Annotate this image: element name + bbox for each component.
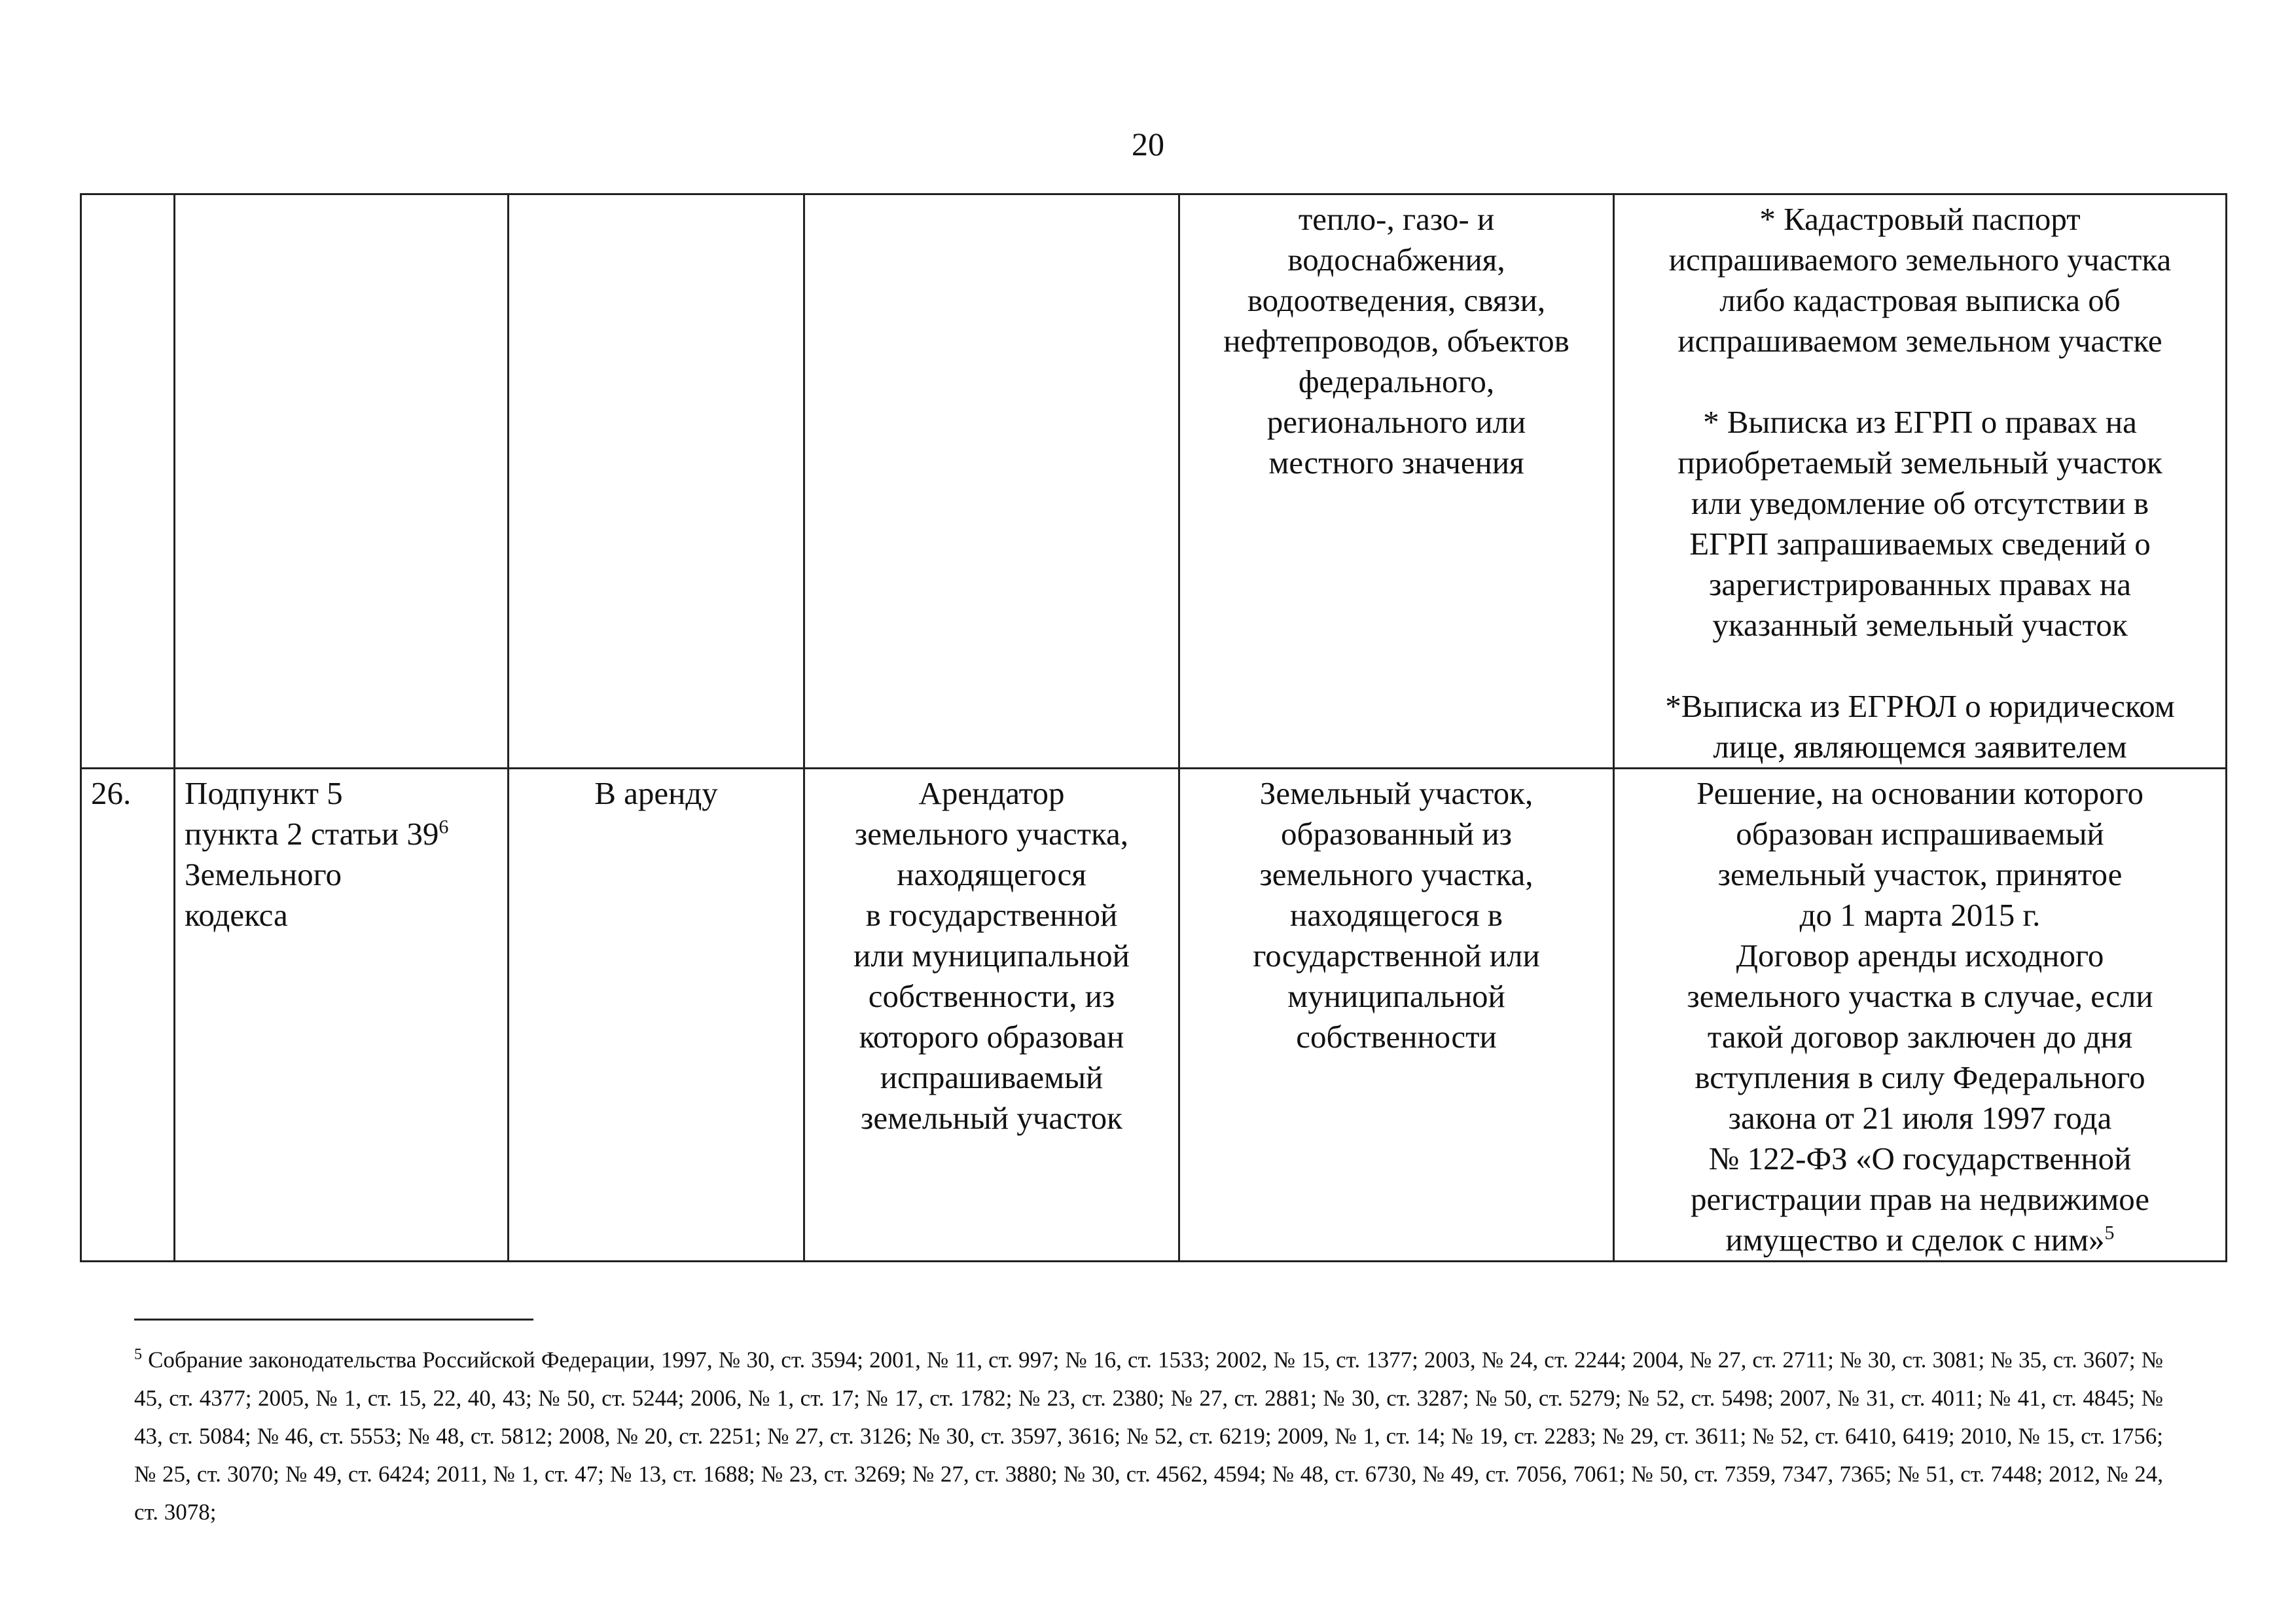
text-line: земельного участка в случае, если	[1687, 978, 2153, 1014]
text-line: тепло-, газо- и	[1298, 201, 1495, 237]
text-line: испрашиваемом земельном участке	[1677, 323, 2162, 359]
text-line: водоотведения, связи,	[1247, 282, 1546, 318]
cell-legal-basis	[175, 194, 509, 769]
text-line: находящегося в	[1290, 897, 1503, 933]
land-plots-table	[80, 193, 2227, 1262]
text-line: ЕГРП запрашиваемых сведений о	[1689, 526, 2151, 562]
table-row-26	[81, 769, 2227, 1262]
cell-object	[1179, 194, 1614, 769]
table-row-continued	[81, 194, 2227, 769]
text-line: лице, являющемся заявителем	[1713, 729, 2127, 765]
cell-documents	[1614, 194, 2227, 769]
text-line: * Кадастровый паспорт	[1759, 201, 2081, 237]
cell-form: В аренду	[509, 769, 804, 1262]
text-fragment: имущество и сделок с ним»	[1725, 1222, 2105, 1258]
text-line: регионального или	[1266, 404, 1526, 440]
text-line: испрашиваемого земельного участка	[1668, 242, 2172, 278]
text-line: регистрации прав на недвижимое	[1690, 1181, 2150, 1217]
text-line: или муниципальной	[853, 938, 1130, 974]
text-line: * Выписка из ЕГРП о правах на	[1703, 404, 2137, 440]
text-line: № 122-ФЗ «О государственной	[1708, 1140, 2132, 1176]
text-line: муниципальной	[1287, 978, 1505, 1014]
text-line: до 1 марта 2015 г.	[1799, 897, 2041, 933]
text-fragment: пункта 2 статьи 39	[185, 816, 439, 852]
text-line: кодекса	[185, 897, 288, 933]
text-line: вступления в силу Федерального	[1695, 1059, 2145, 1095]
page-number: 20	[1132, 126, 1164, 162]
footnote-separator	[134, 1319, 533, 1321]
text-line: государственной или	[1253, 938, 1540, 974]
text-line: или уведомление об отсутствии в	[1691, 485, 2149, 521]
text-line: Арендатор	[918, 775, 1065, 811]
footnote-marker: 5	[134, 1346, 142, 1363]
text-line: Решение, на основании которого	[1696, 775, 2144, 811]
paragraph-gap	[1624, 646, 2216, 686]
text-line: земельного участка,	[854, 816, 1129, 852]
text-line: земельный участок	[861, 1100, 1122, 1136]
paragraph-gap	[1624, 361, 2216, 402]
footnote	[134, 1336, 2163, 1531]
text-line: водоснабжения,	[1287, 242, 1505, 278]
text-line: Земельный участок,	[1259, 775, 1534, 811]
footnote-text: Собрание законодательства Российской Федерации, 1997, № 30, ст. 3594; 2001, № 11, ст. 997; № 16, ст. 1533; 2002, № 15, ст. 1377; 2003, № 24, ст. 2244; 2004, № 27, ст. 2711; № 30, ст. 3081; № 35, ст. 3607; № 45, ст. 4377; 2005, № 1, ст. 15, 22, 40, 43; № 50, ст. 5244; 2006, № 1, ст. 17; № 17, ст. 1782; № 23, ст. 2380; № 27, ст. 2881; № 30, ст. 3287; № 50, ст. 5279; № 52, ст. 5498; 2007, № 31, ст. 4011; № 41, ст. 4845; № 43, ст. 5084; № 46, ст. 5553; № 48, ст. 5812; 2008, № 20, ст. 2251; № 27, ст. 3126; № 30, ст. 3597, 3616; № 52, ст. 6219; 2009, № 1, ст. 14; № 19, ст. 2283; № 29, ст. 3611; № 52, ст. 6410, 6419; 2010, № 15, ст. 1756; № 25, ст. 3070; № 49, ст. 6424; 2011, № 1, ст. 47; № 13, ст. 1688; № 23, ст. 3269; № 27, ст. 3880; № 30, ст. 4562, 4594; № 48, ст. 6730, № 49, ст. 7056, 7061; № 50, ст. 7359, 7347, 7365; № 51, ст. 7448; 2012, № 24, ст. 3078;	[134, 1347, 2163, 1525]
text-line: в государственной	[865, 897, 1118, 933]
cell-number	[81, 194, 175, 769]
text-line: местного значения	[1268, 445, 1524, 481]
footnote-reference: 5	[2104, 1222, 2115, 1244]
cell-number: 26.	[81, 769, 175, 1262]
cell-legal-basis	[175, 769, 509, 1262]
text-line: земельного участка,	[1259, 856, 1534, 892]
text-line: либо кадастровая выписка об	[1719, 282, 2121, 318]
text-line: находящегося	[897, 856, 1086, 892]
cell-applicant	[804, 194, 1179, 769]
text-line: которого образован	[859, 1019, 1124, 1055]
text-line: нефтепроводов, объектов	[1223, 323, 1570, 359]
superscript: 6	[439, 816, 449, 838]
text-line: указанный земельный участок	[1712, 607, 2128, 643]
text-line: федерального,	[1298, 363, 1495, 399]
cell-form	[509, 194, 804, 769]
text-line: *Выписка из ЕГРЮЛ о юридическом	[1665, 688, 2175, 724]
text-line	[185, 814, 498, 854]
text-line: собственности	[1296, 1019, 1497, 1055]
text-line: закона от 21 июля 1997 года	[1728, 1100, 2112, 1136]
text-line: земельный участок, принятое	[1717, 856, 2123, 892]
text-line: Земельного	[185, 856, 342, 892]
cell-applicant	[804, 769, 1179, 1262]
text-line: собственности, из	[868, 978, 1115, 1014]
text-line: образован испрашиваемый	[1736, 816, 2104, 852]
cell-documents	[1614, 769, 2227, 1262]
text-line	[1624, 1220, 2216, 1260]
text-line: Подпункт 5	[185, 775, 343, 811]
text-line: приобретаемый земельный участок	[1677, 445, 2162, 481]
text-line: зарегистрированных правах на	[1709, 566, 2131, 602]
text-line: образованный из	[1281, 816, 1512, 852]
text-line: испрашиваемый	[880, 1059, 1103, 1095]
cell-object	[1179, 769, 1614, 1262]
text-line: такой договор заключен до дня	[1707, 1019, 2133, 1055]
text-line: Договор аренды исходного	[1736, 938, 2104, 974]
